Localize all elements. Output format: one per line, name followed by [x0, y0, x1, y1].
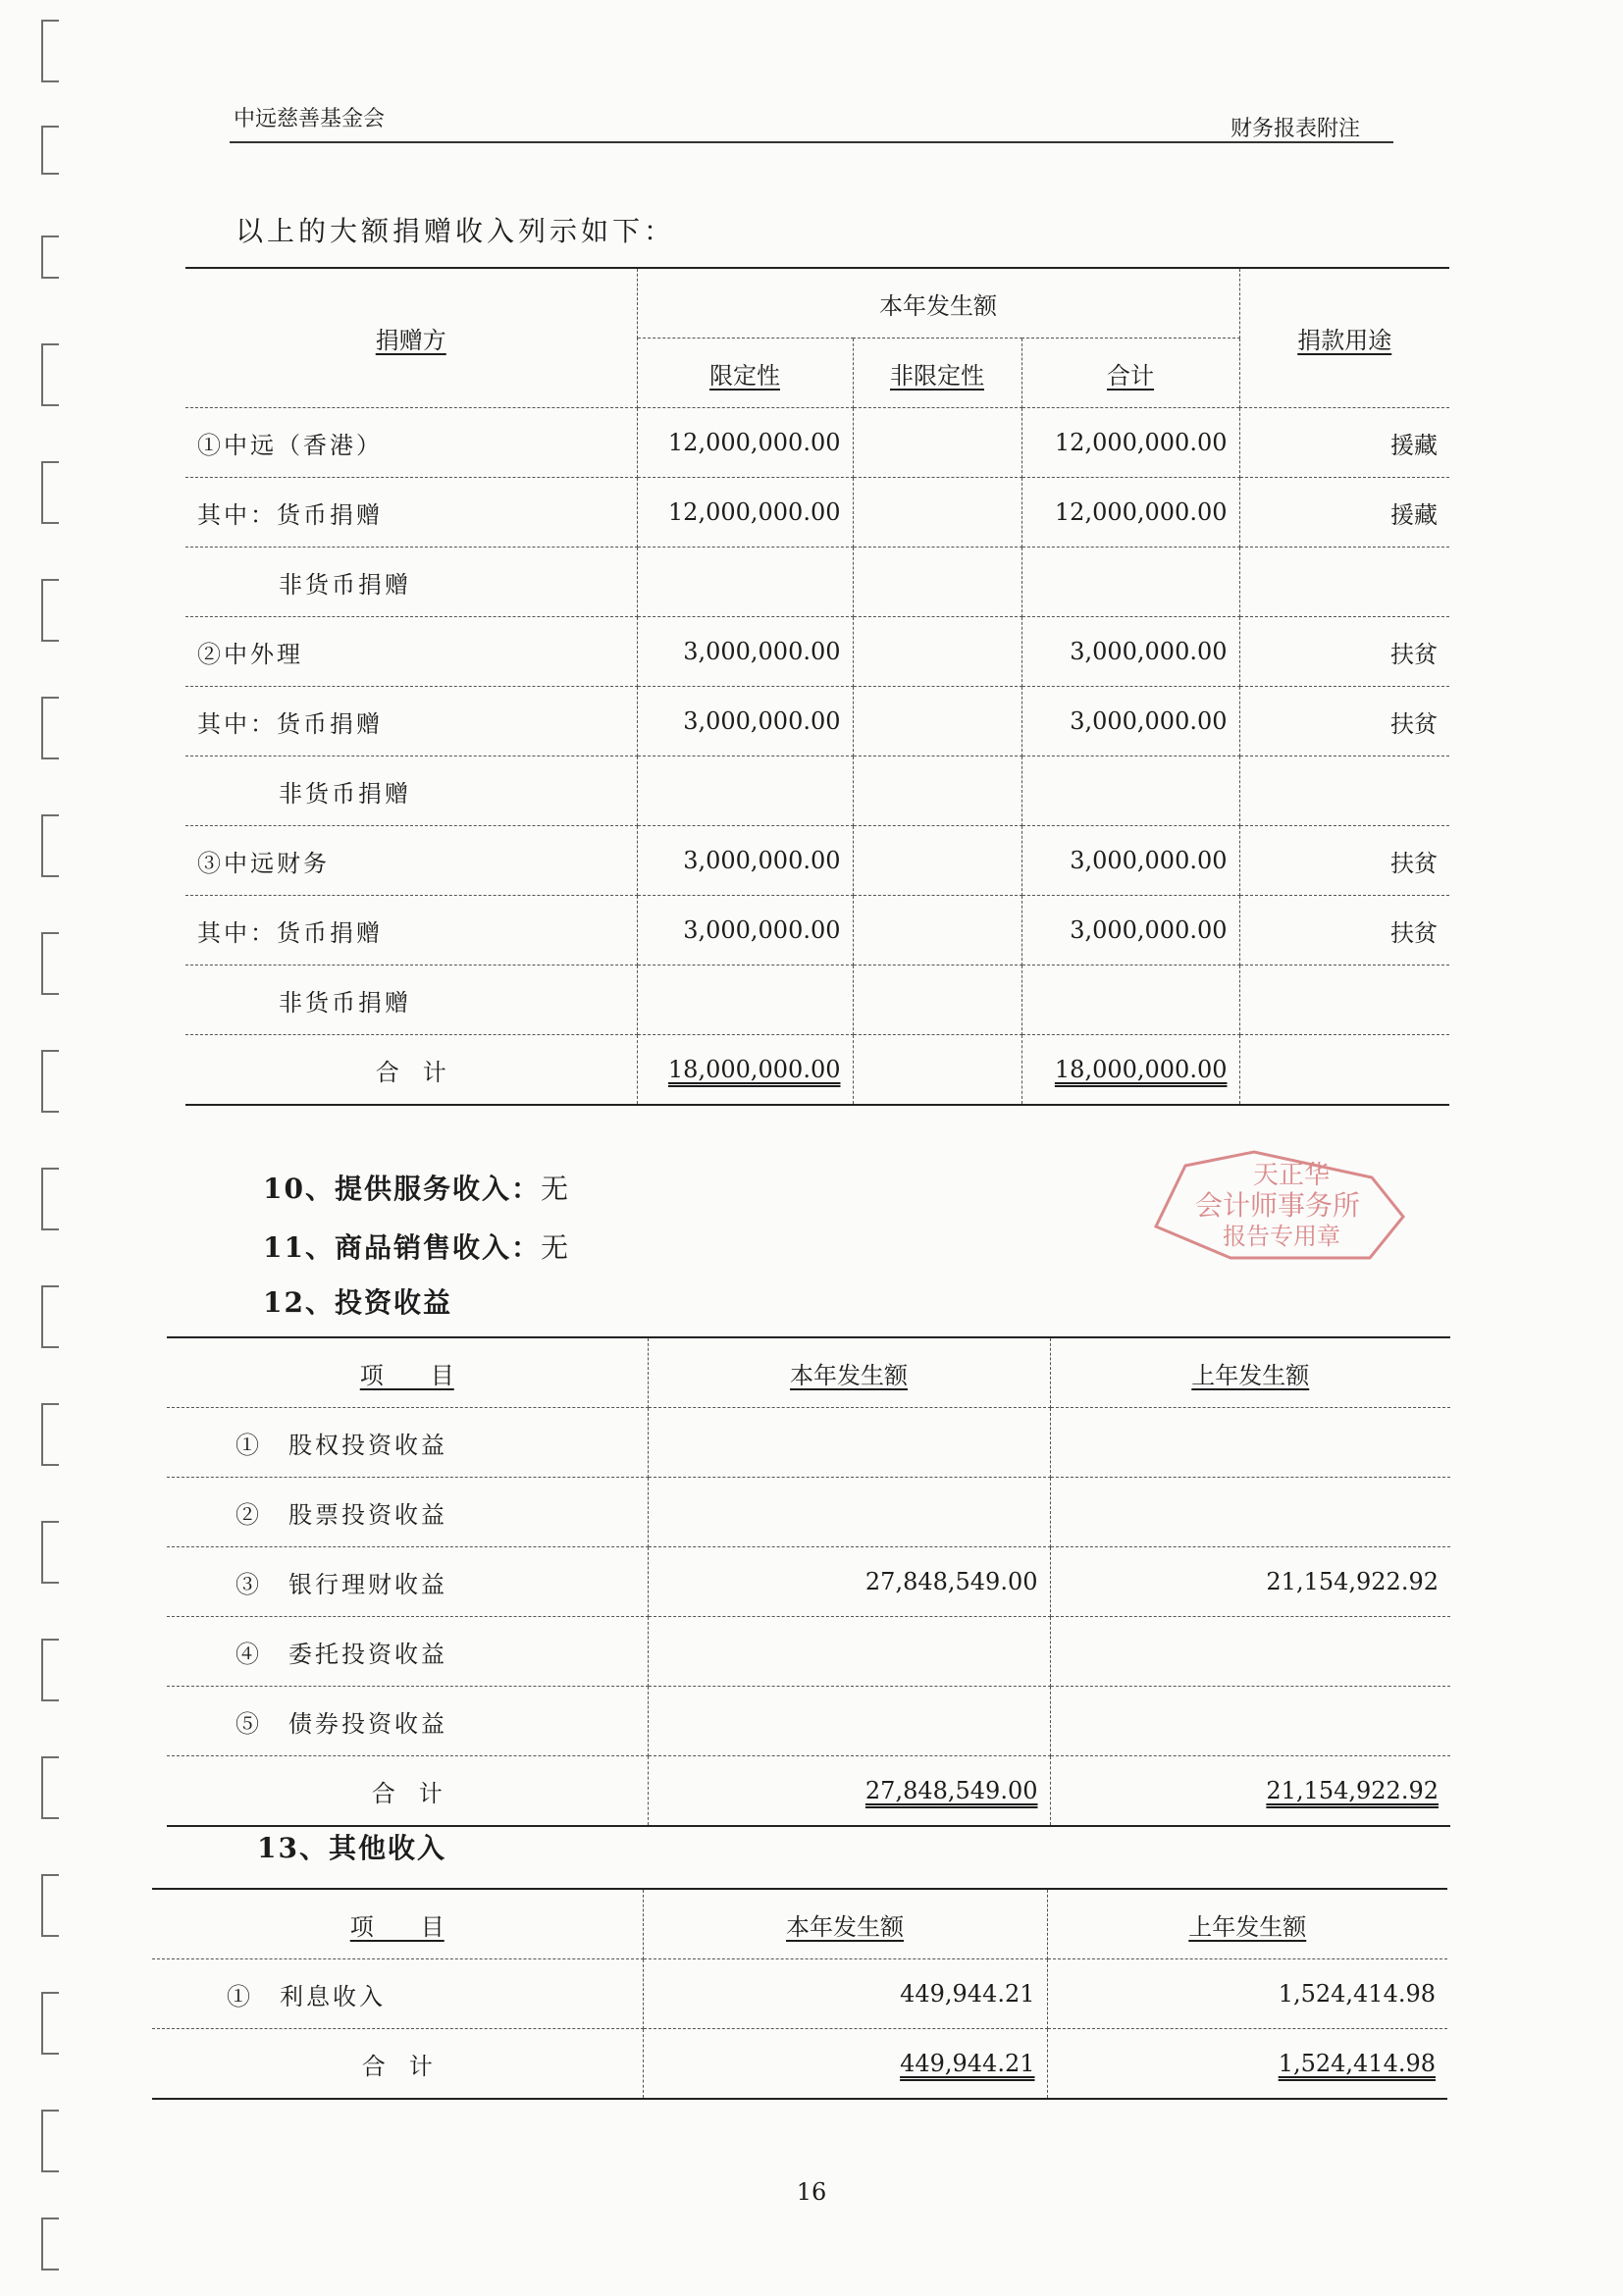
- total-unrestricted: [853, 1035, 1021, 1106]
- binding-mark: [41, 20, 59, 82]
- current-cell: [648, 1478, 1050, 1547]
- unrestricted-cell: [853, 965, 1021, 1035]
- total-cell: 3,000,000.00: [1021, 896, 1239, 965]
- table-row: [185, 826, 1449, 896]
- purpose-cell: 扶贫: [1239, 826, 1449, 896]
- binding-mark: [41, 1874, 59, 1937]
- binding-mark: [41, 1639, 59, 1701]
- restricted-cell: 12,000,000.00: [637, 478, 853, 548]
- section-10: [263, 1168, 570, 1207]
- total-row: [152, 2029, 1447, 2100]
- current-cell: [648, 1687, 1050, 1756]
- restricted-cell: 12,000,000.00: [637, 408, 853, 478]
- donor-cell: 其中：货币捐赠: [185, 478, 637, 548]
- header-item: 项 目: [152, 1889, 643, 1959]
- table-row: [185, 548, 1449, 617]
- section-10-title: 10、提供服务收入：: [263, 1173, 541, 1205]
- unrestricted-cell: [853, 757, 1021, 826]
- binding-mark: [41, 932, 59, 995]
- header-rule: [230, 141, 1393, 143]
- table-row: [152, 1959, 1447, 2029]
- total-label: 合 计: [152, 2029, 643, 2100]
- total-current: 449,944.21: [643, 2029, 1047, 2100]
- binding-mark: [41, 461, 59, 524]
- restricted-cell: [637, 965, 853, 1035]
- header-item: 项 目: [167, 1337, 648, 1408]
- auditor-seal-stamp: [1146, 1148, 1411, 1264]
- total-previous: 1,524,414.98: [1047, 2029, 1447, 2100]
- header-current-year: 本年发生额: [637, 268, 1239, 339]
- total-restricted: 18,000,000.00: [637, 1035, 853, 1106]
- total-label: 合 计: [167, 1756, 648, 1827]
- binding-mark: [41, 1403, 59, 1466]
- section-13-title: 13、其他收入: [257, 1832, 446, 1864]
- binding-mark: [41, 1521, 59, 1584]
- unrestricted-cell: [853, 687, 1021, 757]
- item-cell: ⑤ 债券投资收益: [167, 1687, 648, 1756]
- previous-cell: [1050, 1478, 1450, 1547]
- table-row: [185, 408, 1449, 478]
- table-row: [167, 1547, 1450, 1617]
- total-row: [167, 1756, 1450, 1827]
- item-cell: ③ 银行理财收益: [167, 1547, 648, 1617]
- purpose-cell: 援藏: [1239, 478, 1449, 548]
- binding-mark: [41, 126, 59, 175]
- section-11-title: 11、商品销售收入：: [263, 1231, 541, 1264]
- restricted-cell: [637, 548, 853, 617]
- donor-cell: 其中：货币捐赠: [185, 687, 637, 757]
- donor-cell: 其中：货币捐赠: [185, 896, 637, 965]
- donor-cell: ③中远财务: [185, 826, 637, 896]
- total-cell: 3,000,000.00: [1021, 687, 1239, 757]
- donation-table: [185, 267, 1449, 1106]
- binding-mark: [41, 1050, 59, 1113]
- table-header-row: [167, 1337, 1450, 1408]
- binding-mark: [41, 2218, 59, 2270]
- section-10-value: 无: [540, 1173, 570, 1205]
- item-cell: ④ 委托投资收益: [167, 1617, 648, 1687]
- restricted-cell: [637, 757, 853, 826]
- header-purpose: 捐款用途: [1239, 268, 1449, 408]
- investment-income-table: [167, 1336, 1450, 1827]
- binding-mark: [41, 579, 59, 642]
- total-cell: [1021, 757, 1239, 826]
- section-11: [263, 1226, 570, 1266]
- header-section-title: 财务报表附注: [1230, 117, 1361, 141]
- donor-cell: ②中外理: [185, 617, 637, 687]
- item-cell: ② 股票投资收益: [167, 1478, 648, 1547]
- binding-mark: [41, 1756, 59, 1819]
- total-label: 合 计: [185, 1035, 637, 1106]
- previous-cell: 21,154,922.92: [1050, 1547, 1450, 1617]
- header-organization: 中远慈善基金会: [234, 107, 386, 131]
- total-purpose: [1239, 1035, 1449, 1106]
- header-restricted: 限定性: [637, 339, 853, 408]
- item-cell: ① 股权投资收益: [167, 1408, 648, 1478]
- total-row: [185, 1035, 1449, 1106]
- total-cell: [1021, 965, 1239, 1035]
- current-cell: 27,848,549.00: [648, 1547, 1050, 1617]
- restricted-cell: 3,000,000.00: [637, 896, 853, 965]
- item-cell: ① 利息收入: [152, 1959, 643, 2029]
- table-row: [167, 1687, 1450, 1756]
- header-donor: 捐赠方: [185, 268, 637, 408]
- binding-mark: [41, 2110, 59, 2172]
- donor-cell: 非货币捐赠: [185, 548, 637, 617]
- stamp-line-2: 会计师事务所: [1194, 1191, 1361, 1222]
- total-total: 18,000,000.00: [1021, 1035, 1239, 1106]
- donor-cell: 非货币捐赠: [185, 757, 637, 826]
- unrestricted-cell: [853, 826, 1021, 896]
- intro-text: 以上的大额捐赠收入列示如下：: [236, 215, 676, 247]
- header-previous: 上年发生额: [1047, 1889, 1447, 1959]
- page-number: 16: [796, 2178, 827, 2206]
- header-total: 合计: [1021, 339, 1239, 408]
- table-row: [167, 1478, 1450, 1547]
- table-row: [167, 1617, 1450, 1687]
- header-previous: 上年发生额: [1050, 1337, 1450, 1408]
- binding-mark: [41, 343, 59, 406]
- table-header-row: [152, 1889, 1447, 1959]
- donor-cell: ①中远（香港）: [185, 408, 637, 478]
- unrestricted-cell: [853, 408, 1021, 478]
- stamp-line-3: 报告专用章: [1223, 1225, 1340, 1250]
- purpose-cell: [1239, 757, 1449, 826]
- current-cell: [648, 1617, 1050, 1687]
- purpose-cell: 扶贫: [1239, 617, 1449, 687]
- stamp-line-1: 天正华: [1252, 1161, 1331, 1189]
- binding-mark: [41, 814, 59, 877]
- table-row: [185, 965, 1449, 1035]
- binding-mark: [41, 1285, 59, 1348]
- binding-mark: [41, 697, 59, 759]
- section-11-value: 无: [540, 1231, 570, 1264]
- binding-mark: [41, 1992, 59, 2055]
- binding-mark: [41, 235, 59, 279]
- previous-cell: 1,524,414.98: [1047, 1959, 1447, 2029]
- purpose-cell: [1239, 965, 1449, 1035]
- purpose-cell: 援藏: [1239, 408, 1449, 478]
- total-cell: 12,000,000.00: [1021, 408, 1239, 478]
- restricted-cell: 3,000,000.00: [637, 826, 853, 896]
- current-cell: 449,944.21: [643, 1959, 1047, 2029]
- header-unrestricted: 非限定性: [853, 339, 1021, 408]
- header-current: 本年发生额: [643, 1889, 1047, 1959]
- unrestricted-cell: [853, 617, 1021, 687]
- total-previous: 21,154,922.92: [1050, 1756, 1450, 1827]
- total-cell: 12,000,000.00: [1021, 478, 1239, 548]
- previous-cell: [1050, 1617, 1450, 1687]
- table-row: [185, 757, 1449, 826]
- total-cell: 3,000,000.00: [1021, 826, 1239, 896]
- purpose-cell: 扶贫: [1239, 687, 1449, 757]
- restricted-cell: 3,000,000.00: [637, 687, 853, 757]
- purpose-cell: 扶贫: [1239, 896, 1449, 965]
- unrestricted-cell: [853, 896, 1021, 965]
- table-row: [185, 617, 1449, 687]
- section-12-title: 12、投资收益: [263, 1286, 452, 1319]
- total-cell: 3,000,000.00: [1021, 617, 1239, 687]
- header-current: 本年发生额: [648, 1337, 1050, 1408]
- table-row: [185, 478, 1449, 548]
- total-cell: [1021, 548, 1239, 617]
- binding-mark: [41, 1168, 59, 1230]
- current-cell: [648, 1408, 1050, 1478]
- restricted-cell: 3,000,000.00: [637, 617, 853, 687]
- previous-cell: [1050, 1408, 1450, 1478]
- other-income-table: [152, 1888, 1447, 2100]
- donor-cell: 非货币捐赠: [185, 965, 637, 1035]
- unrestricted-cell: [853, 478, 1021, 548]
- table-row: [185, 687, 1449, 757]
- unrestricted-cell: [853, 548, 1021, 617]
- total-current: 27,848,549.00: [648, 1756, 1050, 1827]
- previous-cell: [1050, 1687, 1450, 1756]
- purpose-cell: [1239, 548, 1449, 617]
- table-row: [167, 1408, 1450, 1478]
- table-row: [185, 896, 1449, 965]
